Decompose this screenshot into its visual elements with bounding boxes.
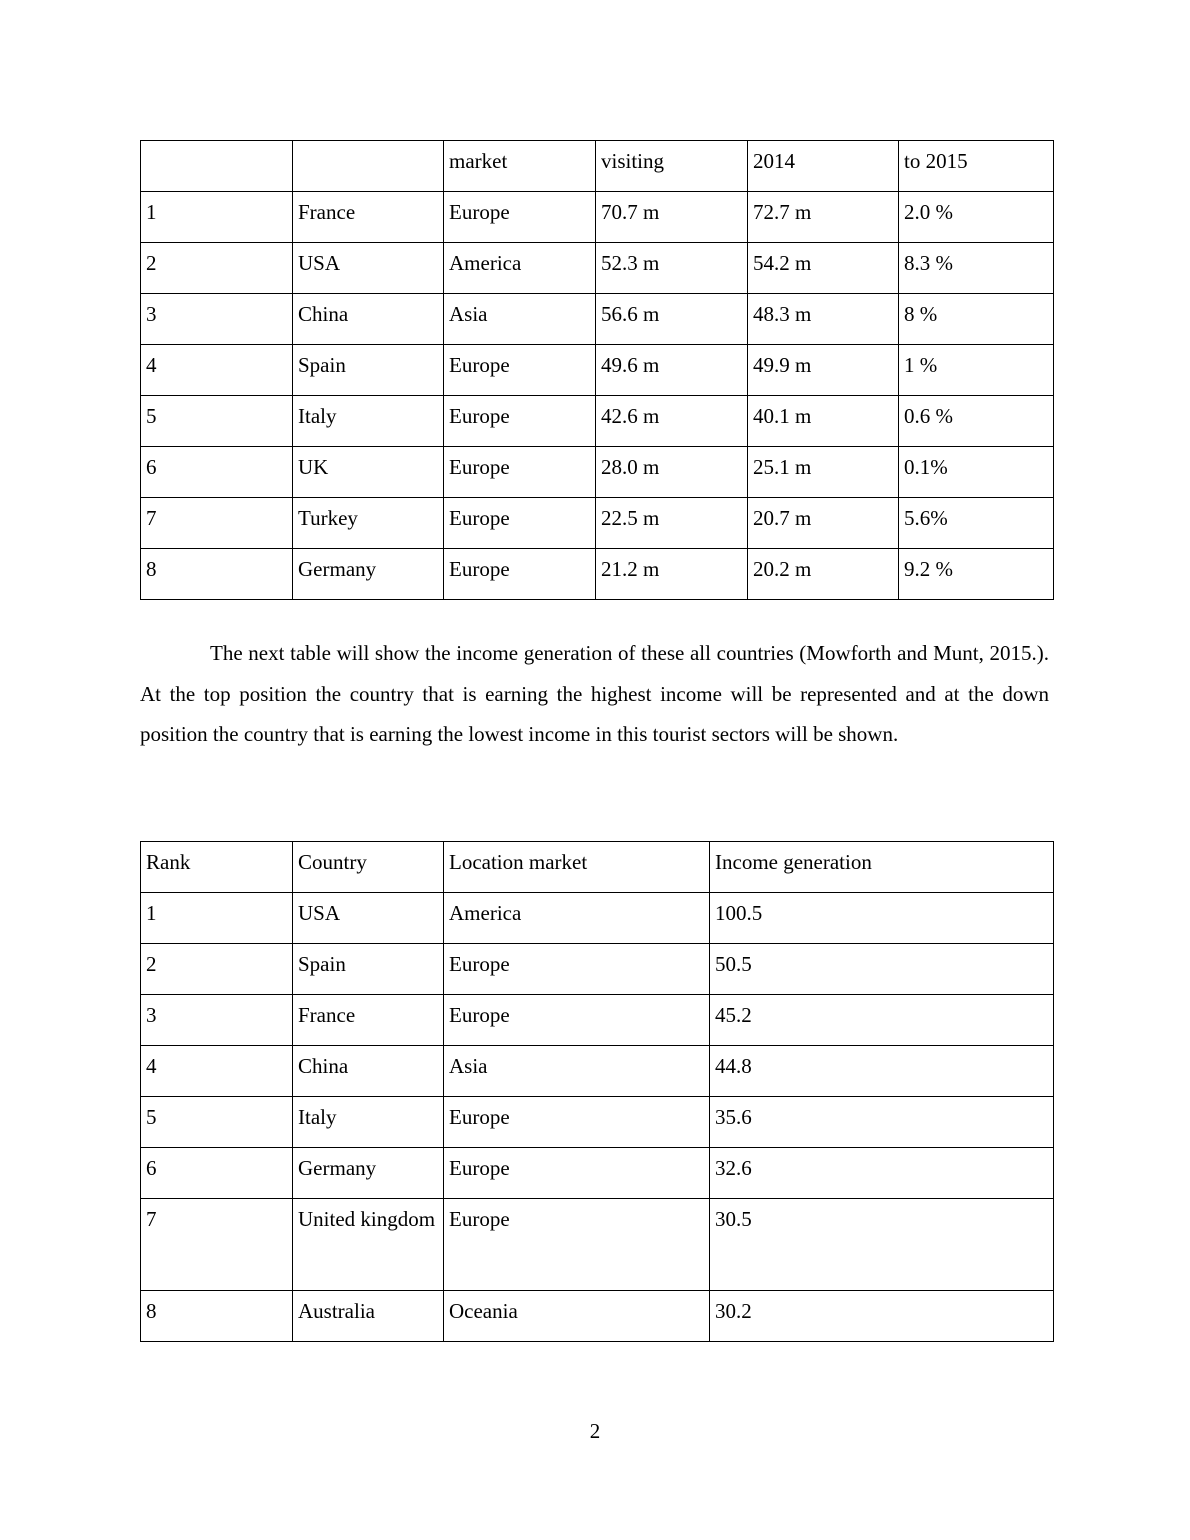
arrivals-data-row bbox=[141, 243, 1054, 294]
table-cell: 32.6 bbox=[710, 1148, 1054, 1199]
table-cell: 2 bbox=[141, 944, 293, 995]
table-cell: America bbox=[444, 893, 710, 944]
income-data-row bbox=[141, 1046, 1054, 1097]
table-cell: France bbox=[293, 995, 444, 1046]
table-cell: 5 bbox=[141, 396, 293, 447]
income-data-row bbox=[141, 893, 1054, 944]
table-cell: Italy bbox=[293, 1097, 444, 1148]
table-cell: 8 bbox=[141, 549, 293, 600]
table-cell: 3 bbox=[141, 995, 293, 1046]
table-cell: USA bbox=[293, 893, 444, 944]
table-cell: France bbox=[293, 192, 444, 243]
table-cell: 2014 bbox=[748, 141, 899, 192]
table-cell: 100.5 bbox=[710, 893, 1054, 944]
table-cell: China bbox=[293, 294, 444, 345]
table-cell: 35.6 bbox=[710, 1097, 1054, 1148]
income-header-row bbox=[141, 842, 1054, 893]
table-cell: 50.5 bbox=[710, 944, 1054, 995]
table-cell: 42.6 m bbox=[596, 396, 748, 447]
table-cell: 22.5 m bbox=[596, 498, 748, 549]
arrivals-data-row bbox=[141, 498, 1054, 549]
table-cell: 1 % bbox=[899, 345, 1054, 396]
table-cell: Europe bbox=[444, 345, 596, 396]
table-cell: 8.3 % bbox=[899, 243, 1054, 294]
table-cell: 2.0 % bbox=[899, 192, 1054, 243]
table-cell bbox=[293, 141, 444, 192]
table-cell: 72.7 m bbox=[748, 192, 899, 243]
table-cell: 49.9 m bbox=[748, 345, 899, 396]
page-number: 2 bbox=[589, 1419, 601, 1443]
table-cell: 30.5 bbox=[710, 1199, 1054, 1291]
table-cell: Europe bbox=[444, 995, 710, 1046]
arrivals-data-row bbox=[141, 396, 1054, 447]
table-cell: Location market bbox=[444, 842, 710, 893]
table-cell: 48.3 m bbox=[748, 294, 899, 345]
table-cell: 20.2 m bbox=[748, 549, 899, 600]
table-cell: to 2015 bbox=[899, 141, 1054, 192]
table-cell: 20.7 m bbox=[748, 498, 899, 549]
table-cell: 4 bbox=[141, 345, 293, 396]
table-cell: Italy bbox=[293, 396, 444, 447]
table-cell: 5.6% bbox=[899, 498, 1054, 549]
arrivals-header-row bbox=[141, 141, 1054, 192]
table-cell: 6 bbox=[141, 447, 293, 498]
table-cell: Country bbox=[293, 842, 444, 893]
table-cell: 6 bbox=[141, 1148, 293, 1199]
table-cell: UK bbox=[293, 447, 444, 498]
table-cell: 52.3 m bbox=[596, 243, 748, 294]
table-cell: United kingdom bbox=[293, 1199, 444, 1291]
table-cell: 4 bbox=[141, 1046, 293, 1097]
table-cell: 40.1 m bbox=[748, 396, 899, 447]
table-cell: 44.8 bbox=[710, 1046, 1054, 1097]
table-cell: Europe bbox=[444, 549, 596, 600]
arrivals-data-row bbox=[141, 294, 1054, 345]
arrivals-data-row bbox=[141, 345, 1054, 396]
tourist-arrivals-table bbox=[140, 140, 1054, 600]
income-data-row bbox=[141, 995, 1054, 1046]
table-cell: Turkey bbox=[293, 498, 444, 549]
table-cell: 8 bbox=[141, 1291, 293, 1342]
table-cell: 0.6 % bbox=[899, 396, 1054, 447]
table-cell: 28.0 m bbox=[596, 447, 748, 498]
table-cell: 30.2 bbox=[710, 1291, 1054, 1342]
table-cell: China bbox=[293, 1046, 444, 1097]
table-cell: 1 bbox=[141, 192, 293, 243]
table-cell: 5 bbox=[141, 1097, 293, 1148]
table-cell: Australia bbox=[293, 1291, 444, 1342]
table-cell: America bbox=[444, 243, 596, 294]
table-cell: Europe bbox=[444, 447, 596, 498]
table-cell: Germany bbox=[293, 1148, 444, 1199]
arrivals-data-row bbox=[141, 549, 1054, 600]
table-cell: Europe bbox=[444, 396, 596, 447]
table-cell: Asia bbox=[444, 1046, 710, 1097]
table-cell: 3 bbox=[141, 294, 293, 345]
table-cell: Europe bbox=[444, 944, 710, 995]
table-cell: 7 bbox=[141, 1199, 293, 1291]
table-cell: Europe bbox=[444, 192, 596, 243]
table-cell: Oceania bbox=[444, 1291, 710, 1342]
income-generation-table bbox=[140, 841, 1054, 1342]
table-cell: USA bbox=[293, 243, 444, 294]
income-data-row bbox=[141, 1097, 1054, 1148]
table-cell: 21.2 m bbox=[596, 549, 748, 600]
table-cell: 70.7 m bbox=[596, 192, 748, 243]
table-cell bbox=[141, 141, 293, 192]
table-cell: visiting bbox=[596, 141, 748, 192]
table-cell: 0.1% bbox=[899, 447, 1054, 498]
table-cell: Europe bbox=[444, 498, 596, 549]
table-cell: Rank bbox=[141, 842, 293, 893]
table-cell: 54.2 m bbox=[748, 243, 899, 294]
table-cell: 45.2 bbox=[710, 995, 1054, 1046]
table-cell: Europe bbox=[444, 1199, 710, 1291]
arrivals-data-row bbox=[141, 192, 1054, 243]
income-data-row bbox=[141, 1291, 1054, 1342]
income-data-row bbox=[141, 1199, 1054, 1291]
body-paragraph: The next table will show the income generation of these all countries (Mowforth and Munt, 2015.). At the top position the country that is earning the highest income will be represented and at the down position the country that is earning the lowest income in this tourist sectors will be shown. bbox=[140, 641, 1049, 746]
table-cell: 7 bbox=[141, 498, 293, 549]
table-cell: 2 bbox=[141, 243, 293, 294]
arrivals-data-row bbox=[141, 447, 1054, 498]
table-cell: 25.1 m bbox=[748, 447, 899, 498]
table-cell: Spain bbox=[293, 944, 444, 995]
income-data-row bbox=[141, 1148, 1054, 1199]
table-cell: 1 bbox=[141, 893, 293, 944]
table-cell: Europe bbox=[444, 1097, 710, 1148]
table-cell: Income generation bbox=[710, 842, 1054, 893]
table-cell: 56.6 m bbox=[596, 294, 748, 345]
table-cell: Germany bbox=[293, 549, 444, 600]
table-cell: Asia bbox=[444, 294, 596, 345]
table-cell: 49.6 m bbox=[596, 345, 748, 396]
income-data-row bbox=[141, 944, 1054, 995]
table-cell: market bbox=[444, 141, 596, 192]
table-cell: Spain bbox=[293, 345, 444, 396]
table-cell: Europe bbox=[444, 1148, 710, 1199]
table-cell: 9.2 % bbox=[899, 549, 1054, 600]
table-cell: 8 % bbox=[899, 294, 1054, 345]
